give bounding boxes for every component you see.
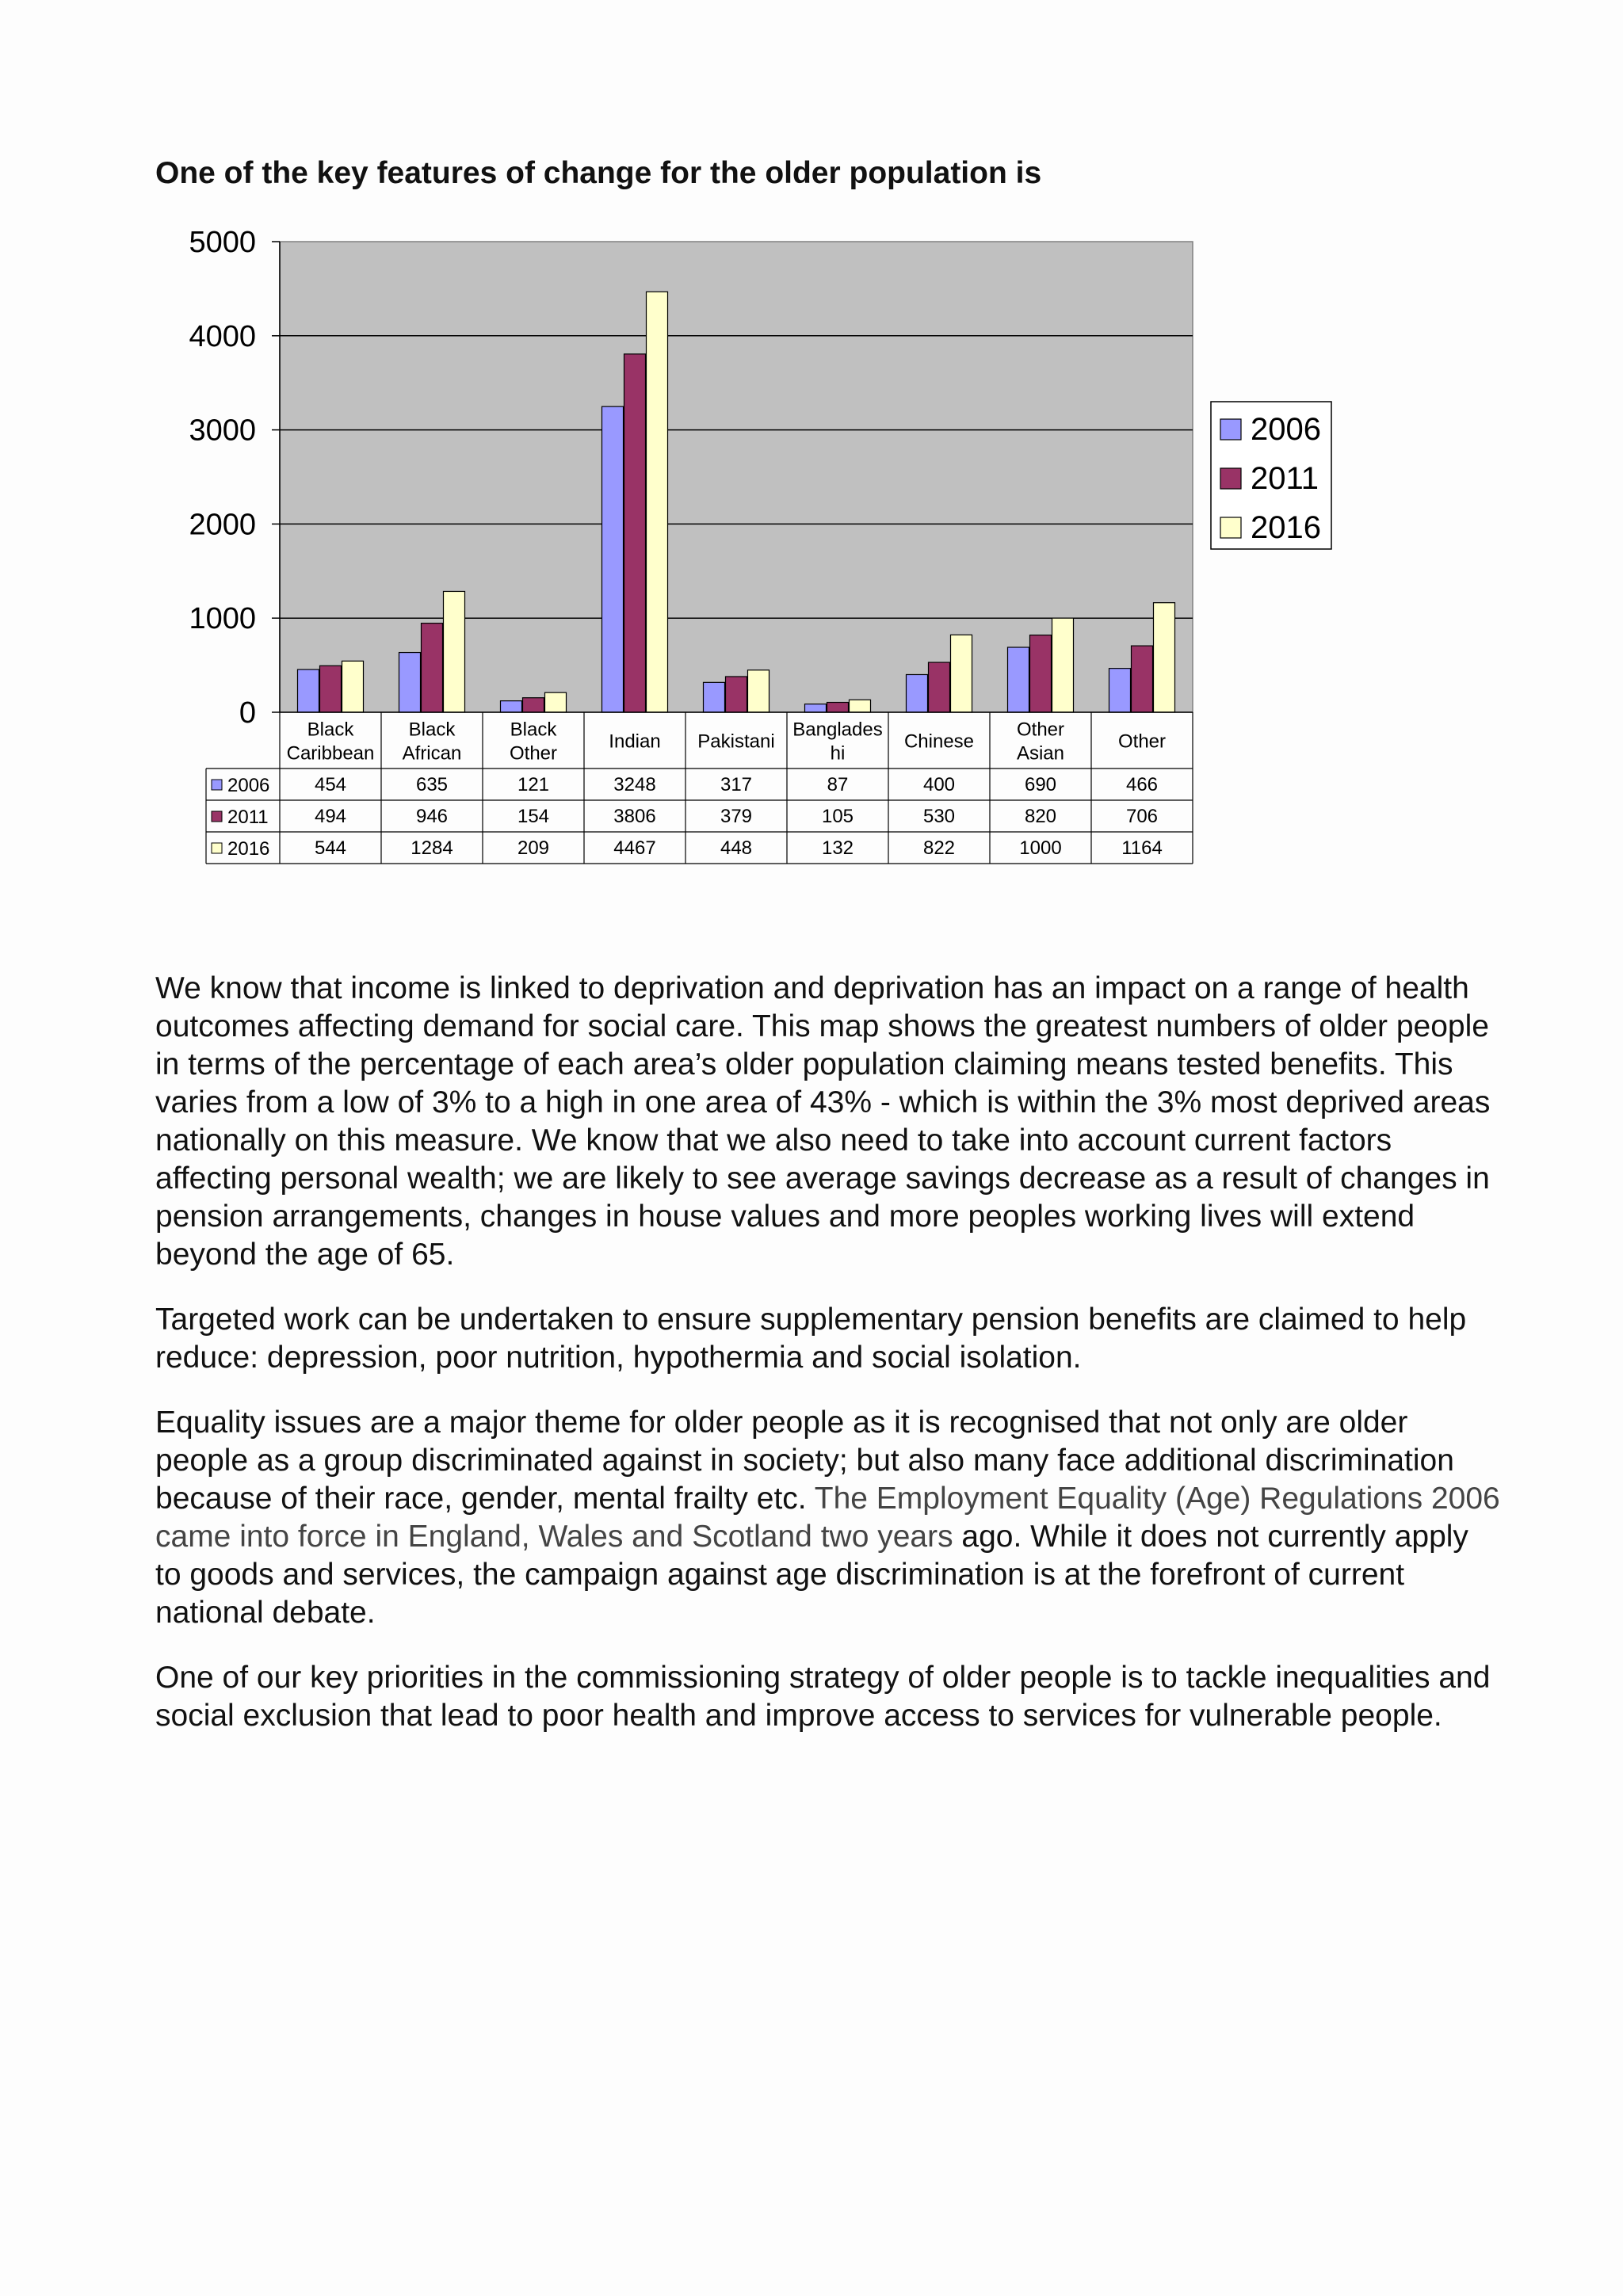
table-value: 400 bbox=[922, 774, 956, 795]
paragraph-targeted-work: Targeted work can be undertaken to ensure supplementary pension benefits are claimed to help reduce: depression, poor nutrition, hypothermia and social isolation. bbox=[155, 1302, 1467, 1375]
table-value: 454 bbox=[314, 774, 347, 795]
bar-2006-1 bbox=[399, 653, 421, 712]
bar-2016-6 bbox=[951, 635, 972, 712]
bar-2011-4 bbox=[726, 677, 747, 712]
y-tick-label: 1000 bbox=[189, 602, 256, 636]
y-tick-label: 4000 bbox=[189, 319, 256, 353]
equality-text-start: Equality issues are a major theme for older people as it is recognised that not only are older people as a group discriminated against in society; but also many face additional discrimination because of their race, gender, mental frailty etc. bbox=[155, 1405, 1454, 1516]
table-value: 690 bbox=[1024, 774, 1057, 795]
bar-2016-1 bbox=[444, 591, 465, 712]
table-series-label: 2016 bbox=[227, 838, 270, 860]
bar-2006-7 bbox=[1008, 647, 1029, 712]
bar-2016-3 bbox=[647, 292, 668, 712]
table-value: 105 bbox=[821, 806, 854, 827]
legend-swatch-2011 bbox=[1220, 468, 1241, 489]
table-value: 448 bbox=[720, 837, 753, 859]
table-value: 154 bbox=[517, 806, 550, 827]
table-value: 379 bbox=[720, 806, 753, 827]
table-legend-key-2011 bbox=[212, 811, 222, 822]
bar-2006-4 bbox=[704, 682, 725, 712]
legend-label-2011: 2011 bbox=[1251, 461, 1319, 496]
body-text bbox=[155, 970, 1503, 1762]
regulations-reference: The Employment Equality (Age) Regulations 2006 came into force in England, Wales and Scotland two years bbox=[155, 1482, 1500, 1554]
category-label: Other bbox=[1016, 719, 1065, 741]
table-value: 494 bbox=[314, 806, 347, 827]
category-label: Black bbox=[408, 719, 456, 741]
bar-2006-3 bbox=[602, 406, 624, 712]
ethnicity-bar-chart bbox=[166, 214, 1339, 887]
table-value: 317 bbox=[720, 774, 753, 795]
category-label: hi bbox=[830, 742, 846, 765]
legend-swatch-2016 bbox=[1220, 517, 1241, 538]
table-value: 544 bbox=[314, 837, 347, 859]
paragraph-income: We know that income is linked to deprivation and deprivation has an impact on a range of health outcomes affecting demand for social care. This map shows the greatest numbers of older people in terms of the percentage of each area’s older population claiming means tested benefits. This varies from a low of 3% to a high in one area of 43% - which is within the 3% most deprived areas nationally on this measure. We know that we also need to take into account current factors affecting personal wealth; we are likely to see average savings decrease as a result of changes in pension arrangements, changes in house values and more peoples working lives will extend beyond the age of 65. bbox=[155, 971, 1491, 1272]
y-tick-label: 0 bbox=[239, 696, 256, 730]
table-series-label: 2006 bbox=[227, 775, 270, 796]
paragraph-equality bbox=[155, 1404, 1503, 1632]
table-value: 946 bbox=[415, 806, 449, 827]
y-tick-label: 3000 bbox=[189, 414, 256, 448]
bar-2011-7 bbox=[1030, 635, 1052, 712]
bar-2006-5 bbox=[805, 704, 827, 712]
table-legend-key-2016 bbox=[212, 843, 222, 853]
legend-swatch-2006 bbox=[1220, 419, 1241, 440]
table-value: 635 bbox=[415, 774, 449, 795]
table-value: 209 bbox=[517, 837, 550, 859]
table-value: 3806 bbox=[613, 806, 656, 827]
table-value: 706 bbox=[1125, 806, 1159, 827]
bar-2011-6 bbox=[929, 662, 950, 712]
category-label: Indian bbox=[609, 730, 661, 753]
bar-2006-0 bbox=[298, 669, 319, 712]
bar-2011-3 bbox=[624, 354, 646, 712]
category-label: Caribbean bbox=[286, 742, 375, 765]
table-value: 87 bbox=[827, 774, 849, 795]
category-label: Black bbox=[510, 719, 557, 741]
bar-2016-5 bbox=[850, 700, 871, 712]
bar-2006-2 bbox=[501, 701, 522, 712]
paragraph-priorities: One of our key priorities in the commissioning strategy of older people is to tackle inequalities and social exclusion that lead to poor health and improve access to services for vulnerable people. bbox=[155, 1661, 1491, 1733]
table-series-label: 2011 bbox=[227, 807, 269, 828]
category-label: Other bbox=[509, 742, 558, 765]
legend-label-2006: 2006 bbox=[1251, 412, 1321, 447]
table-legend-key-2006 bbox=[212, 780, 222, 790]
chart-svg bbox=[166, 214, 1339, 887]
bar-2016-4 bbox=[748, 670, 769, 712]
table-value: 4467 bbox=[613, 837, 656, 859]
table-value: 530 bbox=[922, 806, 956, 827]
bar-2006-6 bbox=[907, 674, 928, 712]
category-label: Black bbox=[307, 719, 354, 741]
bar-2011-2 bbox=[523, 698, 544, 712]
table-value: 3248 bbox=[613, 774, 656, 795]
page-heading: One of the key features of change for the older population is bbox=[155, 156, 1042, 190]
category-label: Other bbox=[1117, 730, 1167, 753]
table-value: 466 bbox=[1125, 774, 1159, 795]
bar-2016-0 bbox=[342, 661, 364, 712]
table-value: 820 bbox=[1024, 806, 1057, 827]
bar-2006-8 bbox=[1109, 669, 1131, 712]
bar-2016-7 bbox=[1052, 618, 1074, 712]
table-value: 822 bbox=[922, 837, 956, 859]
bar-2016-8 bbox=[1154, 603, 1175, 712]
bar-2016-2 bbox=[545, 692, 567, 712]
category-label: Pakistani bbox=[697, 730, 775, 753]
bar-2011-8 bbox=[1132, 646, 1153, 712]
category-label: Asian bbox=[1016, 742, 1065, 765]
table-value: 1000 bbox=[1019, 837, 1062, 859]
table-value: 132 bbox=[821, 837, 854, 859]
table-value: 1164 bbox=[1121, 837, 1163, 859]
table-value: 1284 bbox=[411, 837, 453, 859]
table-value: 121 bbox=[517, 774, 550, 795]
bar-2011-5 bbox=[827, 703, 849, 712]
y-tick-label: 5000 bbox=[189, 226, 256, 259]
category-label: Chinese bbox=[903, 730, 975, 753]
legend-label-2016: 2016 bbox=[1251, 510, 1321, 545]
category-label: Banglades bbox=[792, 719, 883, 741]
equality-text-end: ago. While it does not currently apply to goods and services, the campaign against age discrimination is at the forefront of current national debate. bbox=[155, 1520, 1468, 1630]
category-label: African bbox=[402, 742, 462, 765]
bar-2011-1 bbox=[422, 624, 443, 712]
y-tick-label: 2000 bbox=[189, 508, 256, 542]
bar-2011-0 bbox=[320, 666, 342, 712]
